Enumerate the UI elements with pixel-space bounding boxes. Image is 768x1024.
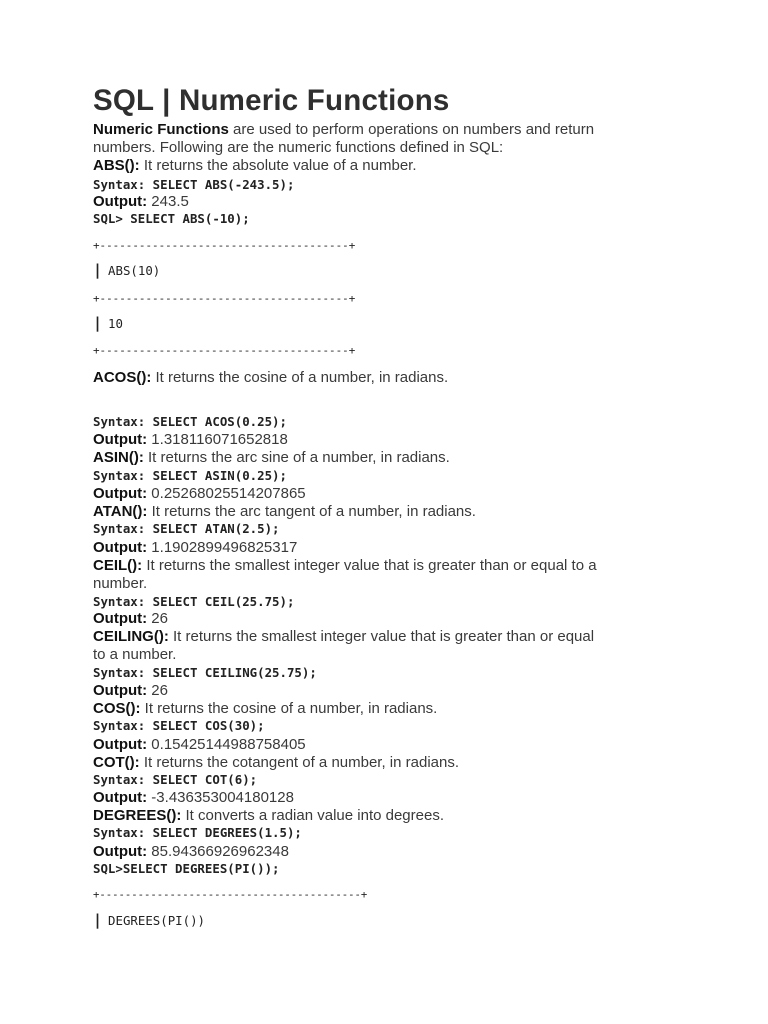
function-description: It returns the smallest integer value that is greater than or equal to a [142, 557, 597, 574]
function-description: It returns the arc sine of a number, in radians. [143, 449, 450, 466]
cos-syntax [93, 718, 265, 733]
sql-prompt-code: SQL>SELECT DEGREES(PI()); [93, 861, 280, 876]
syntax-code: SELECT ASIN(0.25); [145, 468, 287, 483]
abs-heading [93, 157, 417, 174]
ceil-description-cont: number. [93, 575, 148, 592]
acos-output [93, 431, 288, 448]
ceil-heading [93, 557, 597, 574]
output-label: Output: [93, 485, 148, 502]
result-table-border: +--------------------------------------+ [93, 292, 356, 305]
syntax-code: SELECT ABS(-243.5); [145, 177, 295, 192]
output-label: Output: [93, 789, 148, 806]
cot-heading [93, 754, 459, 771]
function-name: COT(): [93, 754, 140, 771]
cot-syntax [93, 772, 257, 787]
syntax-label: Syntax: [93, 521, 146, 536]
table-pipe: | [93, 314, 103, 332]
output-value: 26 [147, 682, 168, 699]
ceiling-description-cont: to a number. [93, 646, 177, 663]
syntax-code: SELECT COT(6); [145, 772, 258, 787]
ceiling-heading [93, 628, 594, 645]
degrees-output [93, 843, 289, 860]
degrees-heading [93, 807, 444, 824]
result-table-border: +-----------------------------------------+ [93, 889, 368, 901]
result-table-value [93, 314, 123, 333]
ceiling-output [93, 682, 168, 699]
syntax-label: Syntax: [93, 825, 146, 840]
function-description: It returns the cosine of a number, in radians. [151, 369, 449, 386]
acos-syntax [93, 414, 287, 429]
page-title: SQL | Numeric Functions [93, 84, 450, 117]
output-label: Output: [93, 843, 148, 860]
ceiling-syntax [93, 665, 317, 680]
syntax-code: SELECT CEILING(25.75); [145, 665, 317, 680]
result-table-header [93, 261, 160, 280]
syntax-code: SELECT ATAN(2.5); [145, 521, 280, 536]
cos-heading [93, 700, 437, 717]
output-label: Output: [93, 736, 148, 753]
syntax-label: Syntax: [93, 468, 146, 483]
asin-output [93, 485, 306, 502]
atan-output [93, 539, 297, 556]
output-value: -3.436353004180128 [147, 789, 294, 806]
output-value: 85.94366926962348 [147, 843, 289, 860]
degrees-sql-prompt [93, 861, 280, 876]
output-value: 243.5 [147, 193, 189, 210]
table-value-text: 10 [108, 316, 123, 331]
table-pipe: | [93, 911, 103, 929]
abs-sql-prompt [93, 211, 250, 226]
asin-syntax [93, 468, 287, 483]
syntax-label: Syntax: [93, 665, 146, 680]
function-name: COS(): [93, 700, 141, 717]
intro-line-2: numbers. Following are the numeric functions defined in SQL: [93, 139, 504, 156]
function-name: ATAN(): [93, 503, 148, 520]
function-description: It returns the cosine of a number, in radians. [140, 700, 438, 717]
intro-term: Numeric Functions [93, 121, 229, 138]
cot-output [93, 789, 294, 806]
table-header-text: ABS(10) [108, 263, 161, 278]
function-description: It converts a radian value into degrees. [181, 807, 444, 824]
function-name: CEILING(): [93, 628, 169, 645]
ceil-output [93, 610, 168, 627]
output-label: Output: [93, 682, 148, 699]
syntax-label: Syntax: [93, 414, 146, 429]
output-value: 1.1902899496825317 [147, 539, 298, 556]
output-value: 0.25268025514207865 [147, 485, 306, 502]
syntax-code: SELECT DEGREES(1.5); [145, 825, 302, 840]
syntax-label: Syntax: [93, 594, 146, 609]
syntax-code: SELECT COS(30); [145, 718, 265, 733]
function-name: DEGREES(): [93, 807, 182, 824]
function-name: CEIL(): [93, 557, 143, 574]
atan-heading [93, 503, 476, 520]
ceil-syntax [93, 594, 294, 609]
result-table-border: +--------------------------------------+ [93, 239, 356, 252]
cos-output [93, 736, 306, 753]
function-description: It returns the absolute value of a number. [139, 157, 417, 174]
result-table-border: +--------------------------------------+ [93, 344, 356, 357]
intro-line-1 [93, 121, 594, 138]
output-value: 1.318116071652818 [147, 431, 288, 448]
output-label: Output: [93, 610, 148, 627]
syntax-code: SELECT CEIL(25.75); [145, 594, 295, 609]
function-name: ABS(): [93, 157, 140, 174]
sql-prompt-code: SQL> SELECT ABS(-10); [93, 211, 250, 226]
syntax-label: Syntax: [93, 772, 146, 787]
abs-output [93, 193, 189, 210]
function-name: ACOS(): [93, 369, 152, 386]
function-description: It returns the arc tangent of a number, in radians. [147, 503, 476, 520]
output-label: Output: [93, 193, 148, 210]
degrees-syntax [93, 825, 302, 840]
acos-heading [93, 369, 448, 386]
output-value: 0.15425144988758405 [147, 736, 306, 753]
output-value: 26 [147, 610, 168, 627]
table-header-text: DEGREES(PI()) [108, 913, 206, 928]
syntax-label: Syntax: [93, 718, 146, 733]
intro-text: are used to perform operations on numbers and return [228, 121, 595, 138]
atan-syntax [93, 521, 280, 536]
asin-heading [93, 449, 450, 466]
table-pipe: | [93, 261, 103, 279]
abs-syntax [93, 177, 294, 192]
syntax-label: Syntax: [93, 177, 146, 192]
output-label: Output: [93, 431, 148, 448]
function-description: It returns the smallest integer value that is greater than or equal [168, 628, 595, 645]
output-label: Output: [93, 539, 148, 556]
syntax-code: SELECT ACOS(0.25); [145, 414, 287, 429]
function-name: ASIN(): [93, 449, 144, 466]
function-description: It returns the cotangent of a number, in radians. [139, 754, 460, 771]
result-table-header [93, 911, 205, 930]
